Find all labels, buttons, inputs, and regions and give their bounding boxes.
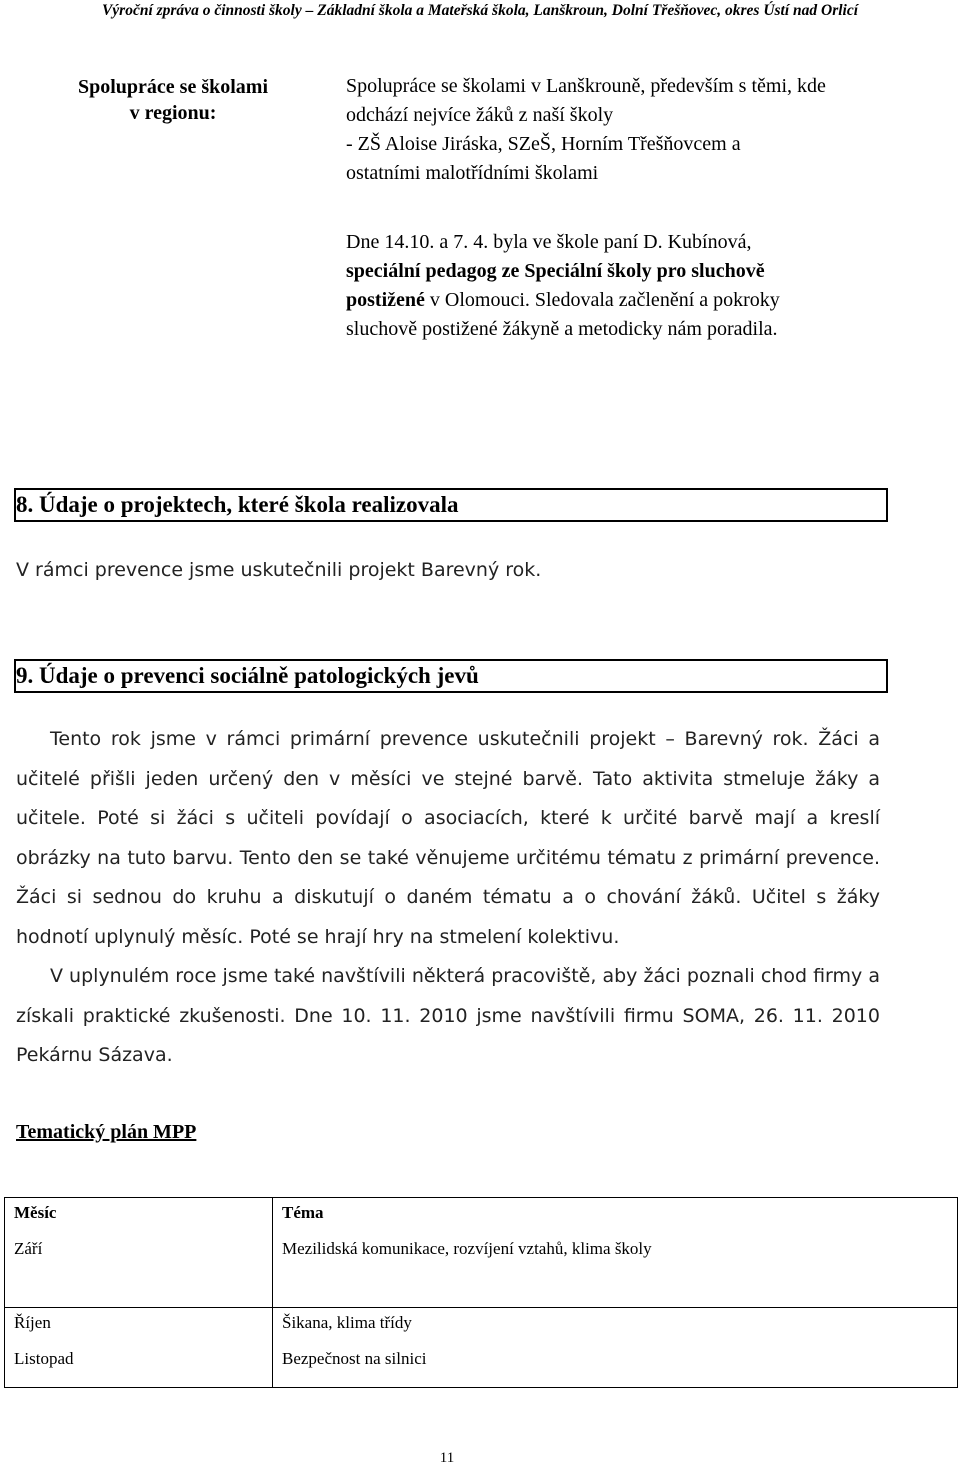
cooperation-line: odchází nejvíce žáků z naší školy [346, 104, 614, 126]
cooperation-line: Spolupráce se školami v Lanškrouně, především s těmi, kde [346, 75, 826, 97]
visit-line2: speciální pedagog ze Speciální školy pro sluchově [346, 260, 765, 282]
cell-topic: Mezilidská komunikace, rozvíjení vztahů, klima školy [273, 1234, 958, 1308]
plan-title-text: Tematický plán MPP [16, 1121, 197, 1143]
plan-table [4, 1197, 958, 1388]
cooperation-label [52, 74, 294, 126]
cell-month: Říjen [5, 1308, 273, 1345]
table-row [5, 1234, 958, 1308]
cell-topic: Šikana, klima třídy [273, 1308, 958, 1345]
visit-line4: sluchově postižené žákyně a metodicky nám poradila. [346, 318, 778, 340]
section-9-heading-text: 9. Údaje o prevenci sociálně patologických jevů [16, 663, 479, 688]
section-9-body [16, 720, 880, 1076]
cooperation-label-line1: Spolupráce se školami [77, 76, 269, 98]
section-8-heading [14, 488, 888, 522]
table-row [5, 1344, 958, 1388]
visit-line3 [346, 286, 906, 315]
section-8-heading-text: 8. Údaje o projektech, které škola realizovala [16, 492, 459, 517]
header-month-text: Měsíc [14, 1203, 57, 1222]
running-header: Výroční zpráva o činnosti školy – Základní škola a Mateřská škola, Lanškroun, Dolní Třešňovec, okres Ústí nad Orlicí [101, 2, 859, 19]
cell-month: Září [5, 1234, 273, 1308]
header-month [5, 1198, 273, 1235]
prevention-paragraph: Tento rok jsme v rámci primární prevence uskutečnili projekt – Barevný rok. Žáci a učitelé přišli jeden určený den v měsíci ve stejné barvě. Tato aktivita stmeluje žáky a učitele. Poté si žáci s učiteli povídají o asociacích, které k určité barvě mají a kreslí obrázky na tuto barvu. Tento den se také věnujeme určitému tématu z primární prevence. Žáci si sednou do kruhu a diskutují o daném tématu a o chování žáků. Učitel s žáky hodnotí uplynulý měsíc. Poté se hrají hry na stmelení kolektivu. [16, 728, 880, 948]
cell-topic: Bezpečnost na silnici [273, 1344, 958, 1388]
header-topic [273, 1198, 958, 1235]
table-header-row [5, 1198, 958, 1235]
cooperation-label-line2: v regionu: [129, 102, 217, 124]
cell-month: Listopad [5, 1344, 273, 1388]
visit-line1: Dne 14.10. a 7. 4. byla ve škole paní D. Kubínová, [346, 231, 752, 253]
plan-title [16, 1121, 196, 1144]
visit-line3-bold: postižené [346, 289, 425, 311]
table-row [5, 1308, 958, 1345]
cooperation-line: - ZŠ Aloise Jiráska, SZeŠ, Horním Třešňovcem a [346, 133, 741, 155]
cooperation-line: ostatními malotřídními školami [346, 162, 599, 184]
section-8-text: V rámci prevence jsme uskutečnili projekt Barevný rok. [16, 559, 542, 581]
visits-paragraph: V uplynulém roce jsme také navštívili některá pracoviště, aby žáci poznali chod firmy a získali praktické zkušenosti. Dne 10. 11. 2010 jsme navštívili firmu SOMA, 26. 11. 2010 Pekárnu Sázava. [16, 965, 880, 1066]
visit-line3-rest: v Olomouci. Sledovala začlenění a pokroky [424, 289, 780, 311]
header-topic-text: Téma [282, 1203, 324, 1222]
page-number: 11 [439, 1450, 455, 1466]
section-9-heading [14, 659, 888, 693]
visit-note [346, 228, 906, 344]
cooperation-text [346, 72, 926, 188]
